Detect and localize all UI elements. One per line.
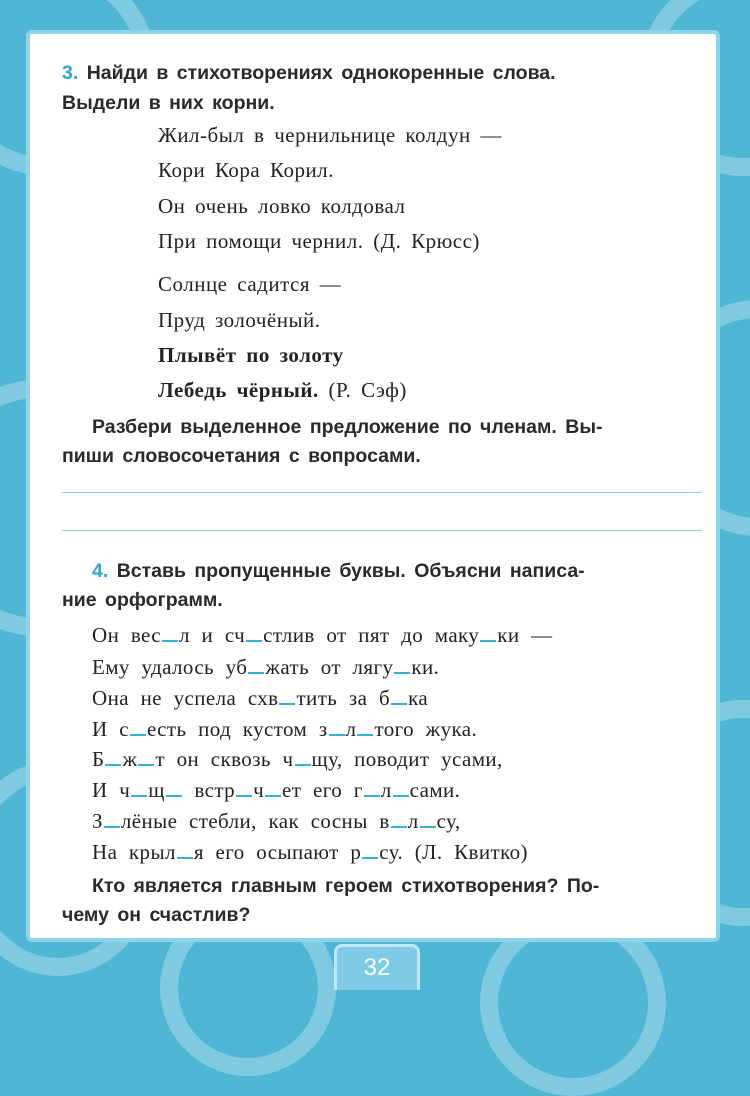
verse-fragment: Он вес	[92, 623, 162, 647]
letter-gap	[104, 808, 120, 828]
poem2-author: (Р. Сэф)	[328, 378, 407, 402]
verse-fragment: ки —	[497, 623, 553, 647]
answer-line	[62, 492, 702, 493]
letter-gap	[480, 622, 496, 642]
letter-gap	[246, 622, 262, 642]
verse-line	[92, 685, 428, 711]
page-frame	[26, 30, 720, 942]
exercise3-task	[62, 58, 702, 88]
verse-fragment: щ	[148, 778, 165, 802]
verse-fragment: я его осыпают р	[193, 840, 362, 864]
page-number: 32	[334, 944, 420, 990]
verse-fragment: Ему удалось уб	[92, 655, 248, 679]
exercise3-task-line1: Найди в стихотворениях однокоренные слова.	[86, 62, 556, 84]
letter-gap	[138, 746, 154, 766]
verse-fragment: л	[407, 809, 419, 833]
exercise3-number: 3.	[62, 62, 79, 84]
verse-fragment: сами.	[409, 778, 461, 802]
verse-line	[92, 716, 477, 742]
verse-line	[92, 622, 553, 648]
verse-fragment: На крыл	[92, 840, 176, 864]
letter-gap	[357, 716, 373, 736]
letter-gap	[329, 716, 345, 736]
verse-fragment: жать от лягу	[265, 655, 394, 679]
letter-gap	[236, 777, 252, 797]
poem2-line: Солнце садится —	[158, 272, 342, 296]
verse-fragment: встр	[182, 778, 236, 802]
verse-fragment: ч	[253, 778, 265, 802]
letter-gap	[130, 716, 146, 736]
exercise4-task-line2: ние орфограмм.	[62, 589, 223, 611]
verse-fragment: Она не успела схв	[92, 686, 279, 710]
verse-fragment: Б	[92, 747, 105, 771]
letter-gap	[362, 839, 378, 859]
verse-fragment: ж	[122, 747, 138, 771]
verse-fragment: т он сквозь ч	[155, 747, 294, 771]
poem1-line: Он очень ловко колдовал	[158, 194, 406, 218]
verse-fragment: И с	[92, 717, 129, 741]
exercise4-task-line1: Вставь пропущенные буквы. Объясни написа-	[116, 560, 585, 582]
verse-fragment: л	[345, 717, 357, 741]
verse-fragment: ки.	[411, 655, 440, 679]
exercise4-number: 4.	[92, 560, 109, 582]
verse-fragment: лёные стебли, как сосны в	[120, 809, 390, 833]
exercise3-task-line2: Выдели в них корни.	[62, 92, 275, 114]
verse-fragment: су,	[436, 809, 461, 833]
verse-fragment: З	[92, 809, 103, 833]
verse-fragment: л и сч	[179, 623, 246, 647]
letter-gap	[166, 777, 182, 797]
poem1-line: Жил-был в чернильнице колдун —	[158, 123, 502, 147]
exercise4-question-line1: Кто является главным героем стихотворения? По-	[92, 875, 600, 897]
letter-gap	[391, 685, 407, 705]
letter-gap	[105, 746, 121, 766]
verse-line	[92, 654, 439, 680]
verse-fragment: того жука.	[374, 717, 478, 741]
verse-line	[92, 777, 460, 803]
letter-gap	[279, 685, 295, 705]
letter-gap	[248, 654, 264, 674]
exercise3-subtask-line1: Разбери выделенное предложение по членам. Вы-	[92, 416, 603, 438]
verse-fragment: су. (Л. Квитко)	[379, 840, 528, 864]
letter-gap	[364, 777, 380, 797]
verse-line	[92, 839, 528, 865]
verse-fragment: есть под кустом з	[146, 717, 328, 741]
letter-gap	[265, 777, 281, 797]
exercise4-question-line2: чему он счастлив?	[62, 904, 251, 926]
verse-line	[92, 808, 460, 834]
poem1-line: Кори Кора Корил.	[158, 158, 334, 182]
verse-fragment: тить за б	[296, 686, 391, 710]
poem2-line: Пруд золочёный.	[158, 308, 321, 332]
letter-gap	[295, 746, 311, 766]
letter-gap	[394, 654, 410, 674]
exercise3-subtask-line2: пиши словосочетания с вопросами.	[62, 445, 421, 467]
letter-gap	[420, 808, 436, 828]
poem1-line: При помощи чернил. (Д. Крюсс)	[158, 229, 480, 253]
verse-fragment: И ч	[92, 778, 131, 802]
poem2-line-bold: Лебедь чёрный.	[158, 378, 319, 402]
exercise4-task	[92, 556, 702, 586]
letter-gap	[391, 808, 407, 828]
answer-line	[62, 530, 702, 531]
verse-fragment: ет его г	[282, 778, 363, 802]
verse-fragment: стлив от пят до маку	[263, 623, 480, 647]
letter-gap	[393, 777, 409, 797]
verse-fragment: ка	[408, 686, 429, 710]
verse-line	[92, 746, 503, 772]
verse-fragment: л	[380, 778, 392, 802]
letter-gap	[177, 839, 193, 859]
letter-gap	[131, 777, 147, 797]
verse-fragment: щу, поводит усами,	[311, 747, 503, 771]
letter-gap	[162, 622, 178, 642]
poem2-line-bold: Плывёт по золоту	[158, 343, 344, 367]
poem2-line-with-author	[158, 378, 407, 403]
